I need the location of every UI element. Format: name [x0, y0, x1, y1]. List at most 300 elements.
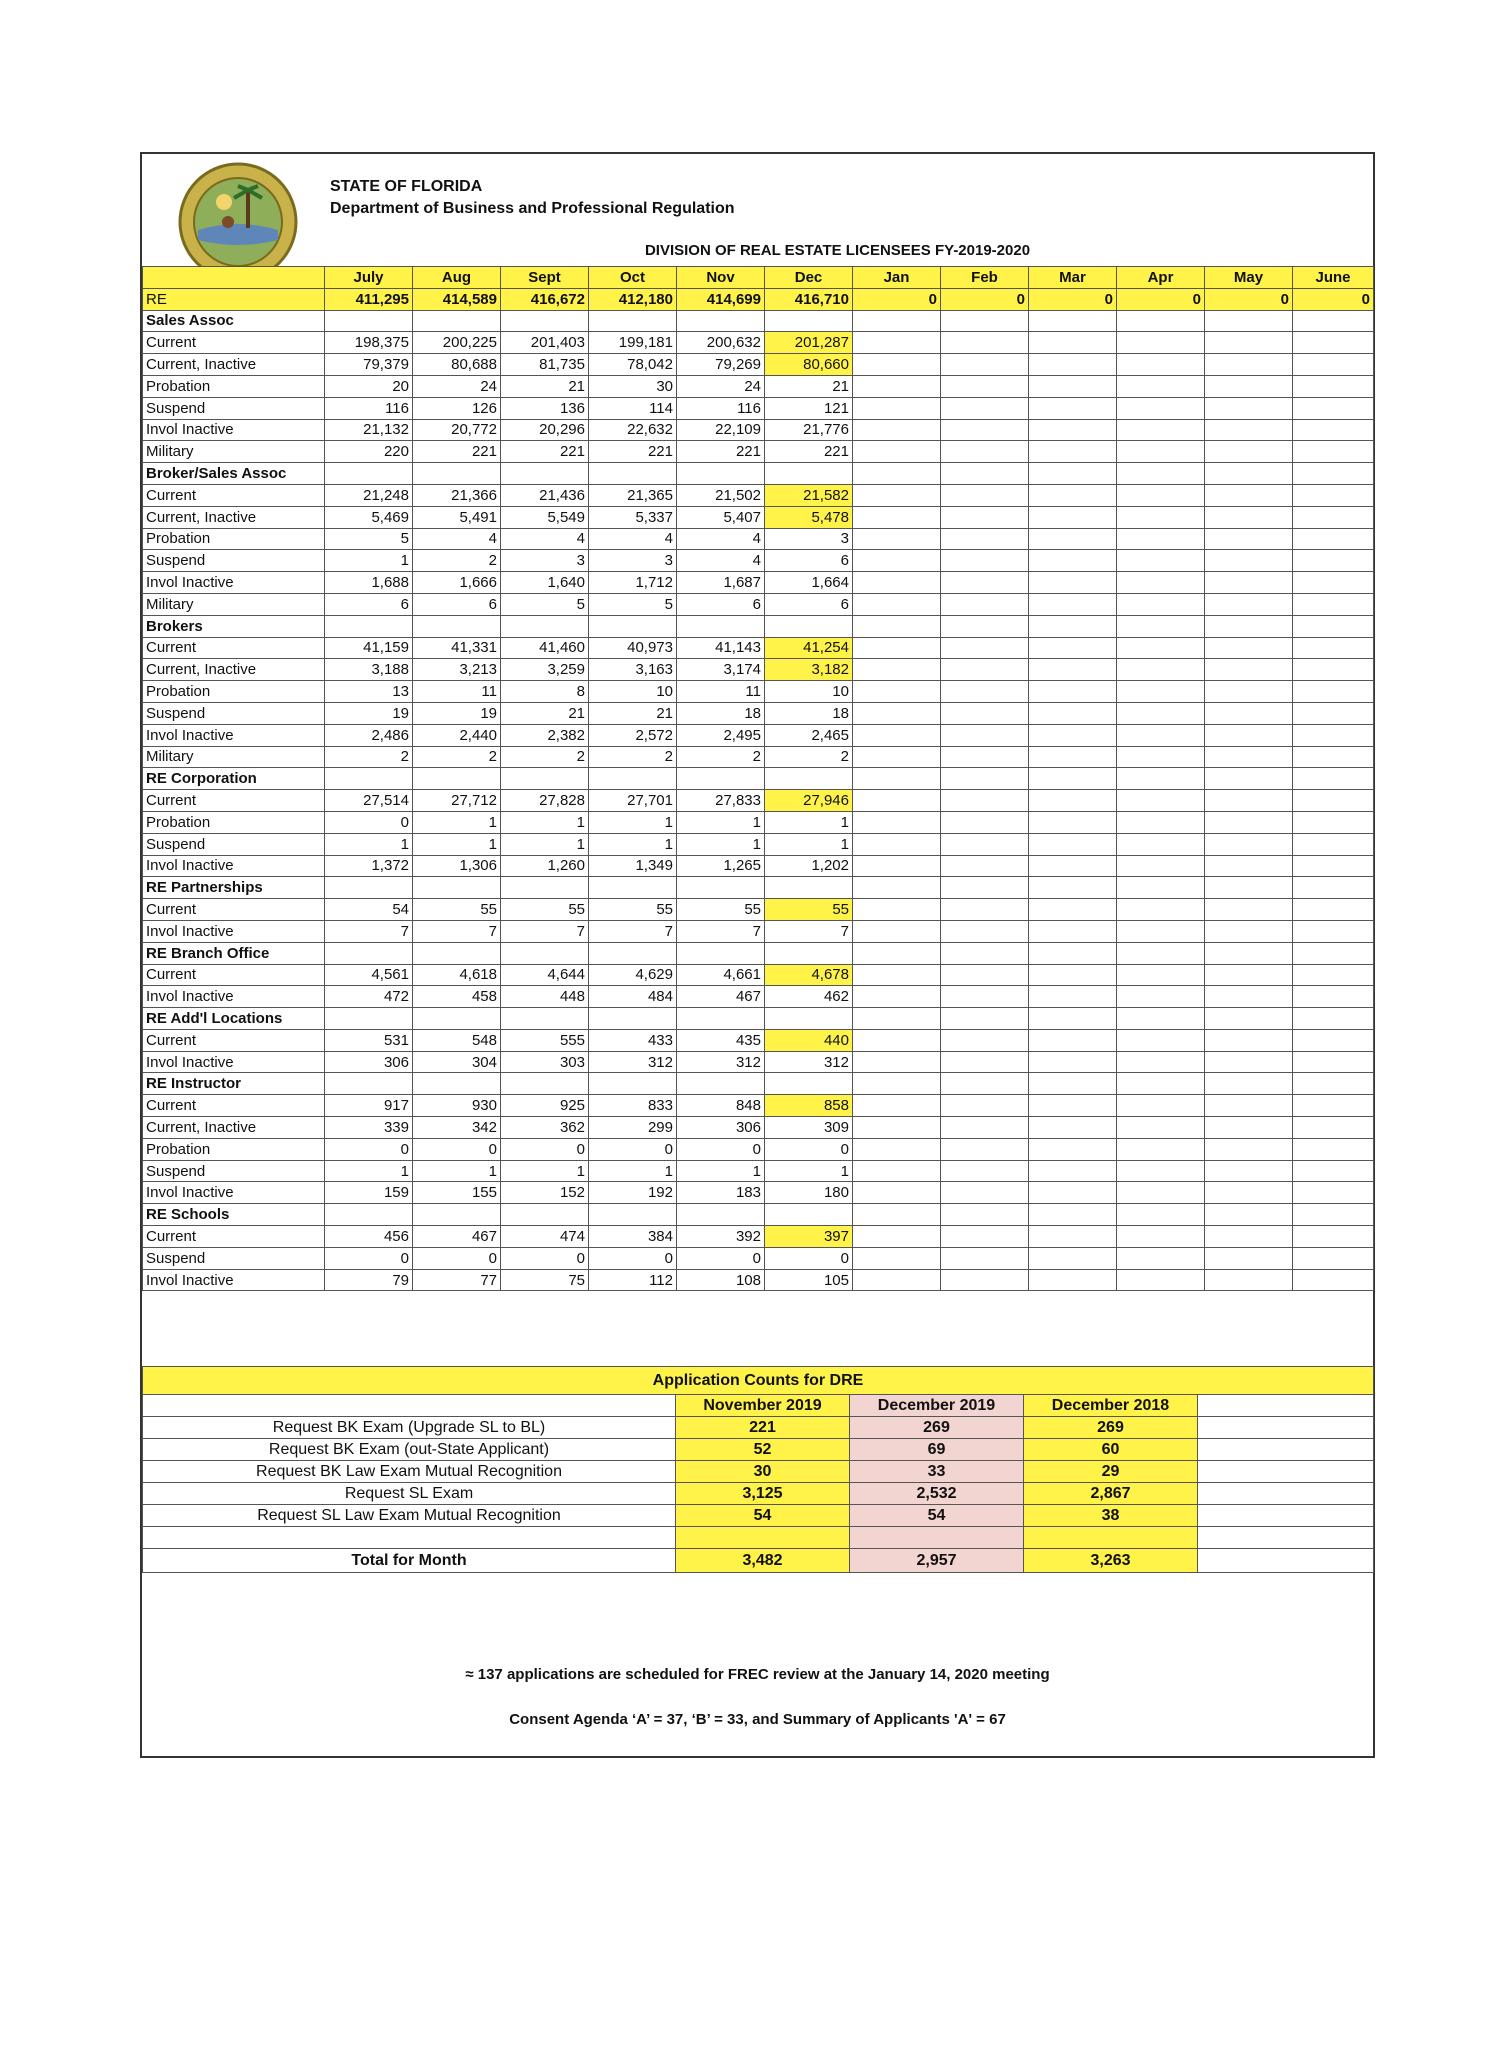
cell-value: 309	[765, 1117, 853, 1139]
cell-value: 80,688	[413, 354, 501, 376]
row-label: Invol Inactive	[143, 1051, 325, 1073]
cell-value: 1	[325, 550, 413, 572]
cell-value: 1	[589, 833, 677, 855]
blank-cell	[1293, 1095, 1374, 1117]
blank-cell	[589, 310, 677, 332]
total-row	[143, 288, 1374, 310]
blank-cell	[1205, 1117, 1293, 1139]
cell-value: 312	[677, 1051, 765, 1073]
cell-value: 55	[765, 899, 853, 921]
application-title: Application Counts for DRE	[143, 1367, 1374, 1395]
blank-cell	[853, 899, 941, 921]
cell-value: 55	[589, 899, 677, 921]
cell-value: 221	[589, 441, 677, 463]
cell-value: 1	[413, 811, 501, 833]
blank-cell	[1293, 1226, 1374, 1248]
blank-cell	[853, 332, 941, 354]
blank-cell	[1293, 659, 1374, 681]
cell-value: 200,225	[413, 332, 501, 354]
blank-cell	[941, 855, 1029, 877]
blank-cell	[765, 463, 853, 485]
blank-cell	[1117, 899, 1205, 921]
cell-value: 0	[501, 1138, 589, 1160]
blank-cell	[1205, 332, 1293, 354]
cell-value: 183	[677, 1182, 765, 1204]
blank-cell	[853, 1117, 941, 1139]
blank-cell	[501, 768, 589, 790]
blank-cell	[1293, 1204, 1374, 1226]
blank-cell	[1117, 768, 1205, 790]
cell-value: 312	[589, 1051, 677, 1073]
cell-value: 201,287	[765, 332, 853, 354]
blank-cell	[413, 1008, 501, 1030]
blank-cell	[1198, 1439, 1374, 1461]
blank-cell	[1293, 964, 1374, 986]
blank-cell	[941, 463, 1029, 485]
blank-cell	[1205, 1269, 1293, 1291]
cell-value: 4,644	[501, 964, 589, 986]
consent-agenda-note: Consent Agenda ‘A’ = 37, ‘B’ = 33, and Summary of Applicants 'A' = 67	[509, 1711, 1006, 1728]
blank-cell	[1029, 441, 1117, 463]
blank-cell	[1205, 593, 1293, 615]
cell-value: 2	[765, 746, 853, 768]
blank-cell	[941, 746, 1029, 768]
cell-value: 1	[589, 811, 677, 833]
cell-value: 306	[677, 1117, 765, 1139]
cell-value: 858	[765, 1095, 853, 1117]
blank-cell	[1029, 855, 1117, 877]
row-label: Current	[143, 637, 325, 659]
blank-cell	[1029, 419, 1117, 441]
cell-value: 2,465	[765, 724, 853, 746]
blank-cell	[1293, 833, 1374, 855]
cell-value: 220	[325, 441, 413, 463]
blank-cell	[1293, 1182, 1374, 1204]
department-title: Department of Business and Professional Regulation	[330, 200, 735, 217]
blank-cell	[1293, 855, 1374, 877]
table-row	[143, 1160, 1374, 1182]
blank-cell	[941, 441, 1029, 463]
blank-cell	[1117, 528, 1205, 550]
cell-value: 3,174	[677, 659, 765, 681]
blank-cell	[1117, 1204, 1205, 1226]
blank-cell	[501, 1008, 589, 1030]
cell-value: 20	[325, 375, 413, 397]
application-value: 54	[676, 1505, 850, 1527]
cell-value: 4,661	[677, 964, 765, 986]
table-row	[143, 484, 1374, 506]
blank-cell	[1293, 463, 1374, 485]
blank-cell	[501, 310, 589, 332]
table-row	[143, 899, 1374, 921]
blank-cell	[1205, 920, 1293, 942]
application-row-label: Request BK Exam (out-State Applicant)	[143, 1439, 676, 1461]
blank-cell	[765, 1073, 853, 1095]
cell-value: 41,460	[501, 637, 589, 659]
table-row	[143, 1269, 1374, 1291]
cell-value: 1	[325, 833, 413, 855]
cell-value: 3,182	[765, 659, 853, 681]
blank-cell	[1029, 942, 1117, 964]
cell-value: 0	[325, 811, 413, 833]
row-label: Current, Inactive	[143, 506, 325, 528]
blank-cell	[1029, 506, 1117, 528]
cell-value: 7	[589, 920, 677, 942]
application-value: 52	[676, 1439, 850, 1461]
cell-value: 0	[941, 288, 1029, 310]
blank-cell	[1117, 681, 1205, 703]
blank-cell	[589, 1204, 677, 1226]
blank-cell	[1205, 1029, 1293, 1051]
blank-cell	[853, 986, 941, 1008]
blank-cell	[589, 877, 677, 899]
blank-cell	[941, 942, 1029, 964]
cell-value: 105	[765, 1269, 853, 1291]
frec-review-note: ≈ 137 applications are scheduled for FREC review at the January 14, 2020 meeting	[465, 1666, 1050, 1683]
cell-value: 3	[501, 550, 589, 572]
cell-value: 3	[589, 550, 677, 572]
month-header: June	[1293, 267, 1374, 289]
blank-cell	[853, 942, 941, 964]
blank-cell	[1293, 877, 1374, 899]
row-label: Probation	[143, 528, 325, 550]
blank-cell	[941, 615, 1029, 637]
section-label: RE Partnerships	[143, 877, 325, 899]
cell-value: 3,213	[413, 659, 501, 681]
cell-value: 3,259	[501, 659, 589, 681]
cell-value: 1,265	[677, 855, 765, 877]
cell-value: 55	[501, 899, 589, 921]
table-row	[143, 1182, 1374, 1204]
cell-value: 41,159	[325, 637, 413, 659]
blank-cell	[1205, 572, 1293, 594]
blank-cell	[941, 899, 1029, 921]
blank-cell	[1029, 964, 1117, 986]
cell-value: 1	[413, 1160, 501, 1182]
blank-cell	[1117, 375, 1205, 397]
blank-cell	[325, 877, 413, 899]
cell-value: 155	[413, 1182, 501, 1204]
cell-value: 6	[765, 593, 853, 615]
row-label: Invol Inactive	[143, 1182, 325, 1204]
blank-cell	[413, 877, 501, 899]
blank-cell	[1117, 1138, 1205, 1160]
section-label: Broker/Sales Assoc	[143, 463, 325, 485]
cell-value: 0	[501, 1247, 589, 1269]
month-header: July	[325, 267, 413, 289]
blank-cell	[1029, 615, 1117, 637]
blank-cell	[941, 593, 1029, 615]
month-header: Sept	[501, 267, 589, 289]
cell-value: 4	[501, 528, 589, 550]
blank-cell	[1029, 1095, 1117, 1117]
application-value: 30	[676, 1461, 850, 1483]
blank-cell	[1205, 1095, 1293, 1117]
blank-cell	[1205, 463, 1293, 485]
cell-value: 13	[325, 681, 413, 703]
blank-cell	[941, 1160, 1029, 1182]
cell-value: 925	[501, 1095, 589, 1117]
cell-value: 458	[413, 986, 501, 1008]
blank-cell	[1029, 1117, 1117, 1139]
blank-cell	[941, 1051, 1029, 1073]
cell-value: 116	[677, 397, 765, 419]
row-label: Suspend	[143, 397, 325, 419]
blank-cell	[1029, 1269, 1117, 1291]
cell-value: 1,687	[677, 572, 765, 594]
blank-cell	[1205, 986, 1293, 1008]
cell-value: 19	[413, 702, 501, 724]
cell-value: 384	[589, 1226, 677, 1248]
section-label: RE Add'l Locations	[143, 1008, 325, 1030]
blank-cell	[1205, 1073, 1293, 1095]
blank-cell	[1293, 811, 1374, 833]
row-label: Probation	[143, 811, 325, 833]
blank-cell	[1117, 354, 1205, 376]
cell-value: 1	[765, 1160, 853, 1182]
table-row	[143, 746, 1374, 768]
blank-cell	[1117, 811, 1205, 833]
table-row	[143, 1247, 1374, 1269]
blank-cell	[1029, 1182, 1117, 1204]
blank-cell	[1293, 419, 1374, 441]
table-row	[143, 855, 1374, 877]
application-row	[143, 1439, 1374, 1461]
blank-cell	[1029, 1073, 1117, 1095]
cell-value: 108	[677, 1269, 765, 1291]
cell-value: 0	[325, 1247, 413, 1269]
cell-value: 3,188	[325, 659, 413, 681]
application-value: 2,532	[850, 1483, 1024, 1505]
blank-cell	[1029, 920, 1117, 942]
table-row	[143, 1029, 1374, 1051]
cell-value: 2	[325, 746, 413, 768]
cell-value: 1	[501, 1160, 589, 1182]
blank-cell	[677, 1008, 765, 1030]
section-label: RE Branch Office	[143, 942, 325, 964]
cell-value: 397	[765, 1226, 853, 1248]
blank-cell	[941, 484, 1029, 506]
section-header-row	[143, 768, 1374, 790]
table-row	[143, 833, 1374, 855]
cell-value: 5	[501, 593, 589, 615]
cell-value: 416,672	[501, 288, 589, 310]
blank-cell	[853, 964, 941, 986]
blank-cell	[1205, 1247, 1293, 1269]
table-row	[143, 811, 1374, 833]
cell-value: 126	[413, 397, 501, 419]
blank-cell	[1117, 1008, 1205, 1030]
blank-cell	[1293, 702, 1374, 724]
blank-cell	[677, 310, 765, 332]
cell-value: 24	[677, 375, 765, 397]
cell-value: 27,712	[413, 790, 501, 812]
cell-value: 21	[765, 375, 853, 397]
row-label: Military	[143, 441, 325, 463]
blank-cell	[853, 1182, 941, 1204]
blank-cell	[501, 615, 589, 637]
blank-cell	[1117, 746, 1205, 768]
blank-cell	[143, 267, 325, 289]
blank-cell	[853, 1160, 941, 1182]
cell-value: 41,331	[413, 637, 501, 659]
cell-value: 21	[501, 702, 589, 724]
blank-cell	[589, 942, 677, 964]
blank-cell	[941, 1029, 1029, 1051]
cell-value: 199,181	[589, 332, 677, 354]
blank-cell	[1293, 768, 1374, 790]
application-spacer-row	[143, 1527, 1374, 1549]
application-value: 54	[850, 1505, 1024, 1527]
cell-value: 411,295	[325, 288, 413, 310]
cell-value: 472	[325, 986, 413, 1008]
blank-cell	[589, 463, 677, 485]
blank-cell	[853, 354, 941, 376]
application-value: 269	[1024, 1417, 1198, 1439]
cell-value: 0	[589, 1247, 677, 1269]
cell-value: 1	[677, 833, 765, 855]
blank-cell	[765, 768, 853, 790]
blank-cell	[589, 1073, 677, 1095]
cell-value: 555	[501, 1029, 589, 1051]
cell-value: 7	[413, 920, 501, 942]
blank-cell	[1205, 375, 1293, 397]
table-row	[143, 1095, 1374, 1117]
blank-cell	[853, 920, 941, 942]
blank-cell	[1029, 702, 1117, 724]
blank-cell	[501, 1204, 589, 1226]
blank-cell	[765, 310, 853, 332]
cell-value: 5	[589, 593, 677, 615]
blank-cell	[1117, 920, 1205, 942]
cell-value: 4	[589, 528, 677, 550]
blank-cell	[941, 1095, 1029, 1117]
blank-cell	[413, 942, 501, 964]
cell-value: 200,632	[677, 332, 765, 354]
cell-value: 5,491	[413, 506, 501, 528]
row-label: Invol Inactive	[143, 986, 325, 1008]
blank-cell	[1117, 637, 1205, 659]
blank-cell	[1205, 1138, 1293, 1160]
application-column-header-row	[143, 1395, 1374, 1417]
report-sheet	[140, 152, 1375, 1758]
month-header: Jan	[853, 267, 941, 289]
table-row	[143, 637, 1374, 659]
cell-value: 0	[677, 1247, 765, 1269]
blank-cell	[941, 790, 1029, 812]
blank-cell	[413, 768, 501, 790]
blank-cell	[1029, 768, 1117, 790]
blank-cell	[1198, 1395, 1374, 1417]
blank-cell	[1029, 354, 1117, 376]
cell-value: 2,382	[501, 724, 589, 746]
cell-value: 7	[501, 920, 589, 942]
cell-value: 5,337	[589, 506, 677, 528]
blank-cell	[1117, 397, 1205, 419]
application-row	[143, 1505, 1374, 1527]
cell-value: 448	[501, 986, 589, 1008]
table-row	[143, 1138, 1374, 1160]
table-row	[143, 528, 1374, 550]
cell-value: 192	[589, 1182, 677, 1204]
blank-cell	[853, 1029, 941, 1051]
blank-cell	[1198, 1505, 1374, 1527]
table-row	[143, 506, 1374, 528]
blank-cell	[1205, 811, 1293, 833]
blank-cell	[853, 1095, 941, 1117]
blank-cell	[677, 768, 765, 790]
blank-cell	[853, 1051, 941, 1073]
blank-cell	[325, 463, 413, 485]
blank-cell	[941, 833, 1029, 855]
cell-value: 10	[589, 681, 677, 703]
application-title-row	[143, 1367, 1374, 1395]
cell-value: 6	[413, 593, 501, 615]
blank-cell	[1029, 1247, 1117, 1269]
cell-value: 4	[413, 528, 501, 550]
blank-cell	[853, 1226, 941, 1248]
application-value: 3,125	[676, 1483, 850, 1505]
total-value: 3,482	[676, 1549, 850, 1573]
blank-cell	[677, 877, 765, 899]
blank-cell	[941, 1247, 1029, 1269]
row-label: Current	[143, 899, 325, 921]
cell-value: 121	[765, 397, 853, 419]
blank-cell	[1293, 1073, 1374, 1095]
blank-cell	[501, 942, 589, 964]
cell-value: 41,254	[765, 637, 853, 659]
blank-cell	[1293, 506, 1374, 528]
cell-value: 0	[413, 1247, 501, 1269]
cell-value: 1	[677, 1160, 765, 1182]
section-label: Brokers	[143, 615, 325, 637]
blank-cell	[1117, 484, 1205, 506]
blank-cell	[1029, 572, 1117, 594]
blank-cell	[1205, 877, 1293, 899]
application-value: 221	[676, 1417, 850, 1439]
row-label: Suspend	[143, 550, 325, 572]
cell-value: 6	[765, 550, 853, 572]
blank-cell	[850, 1527, 1024, 1549]
table-row	[143, 354, 1374, 376]
cell-value: 112	[589, 1269, 677, 1291]
cell-value: 484	[589, 986, 677, 1008]
blank-cell	[1205, 1226, 1293, 1248]
column-header-dec-2019: December 2019	[850, 1395, 1024, 1417]
blank-cell	[765, 1204, 853, 1226]
cell-value: 159	[325, 1182, 413, 1204]
table-row	[143, 724, 1374, 746]
blank-cell	[941, 986, 1029, 1008]
cell-value: 342	[413, 1117, 501, 1139]
blank-cell	[765, 877, 853, 899]
state-title: STATE OF FLORIDA	[330, 178, 483, 195]
blank-cell	[1293, 920, 1374, 942]
cell-value: 19	[325, 702, 413, 724]
cell-value: 1	[765, 833, 853, 855]
blank-cell	[941, 1204, 1029, 1226]
total-label: Total for Month	[143, 1549, 676, 1573]
blank-cell	[1029, 463, 1117, 485]
cell-value: 116	[325, 397, 413, 419]
cell-value: 20,772	[413, 419, 501, 441]
blank-cell	[853, 310, 941, 332]
blank-cell	[853, 528, 941, 550]
blank-cell	[941, 528, 1029, 550]
blank-cell	[1205, 942, 1293, 964]
blank-cell	[1117, 441, 1205, 463]
blank-cell	[1029, 811, 1117, 833]
